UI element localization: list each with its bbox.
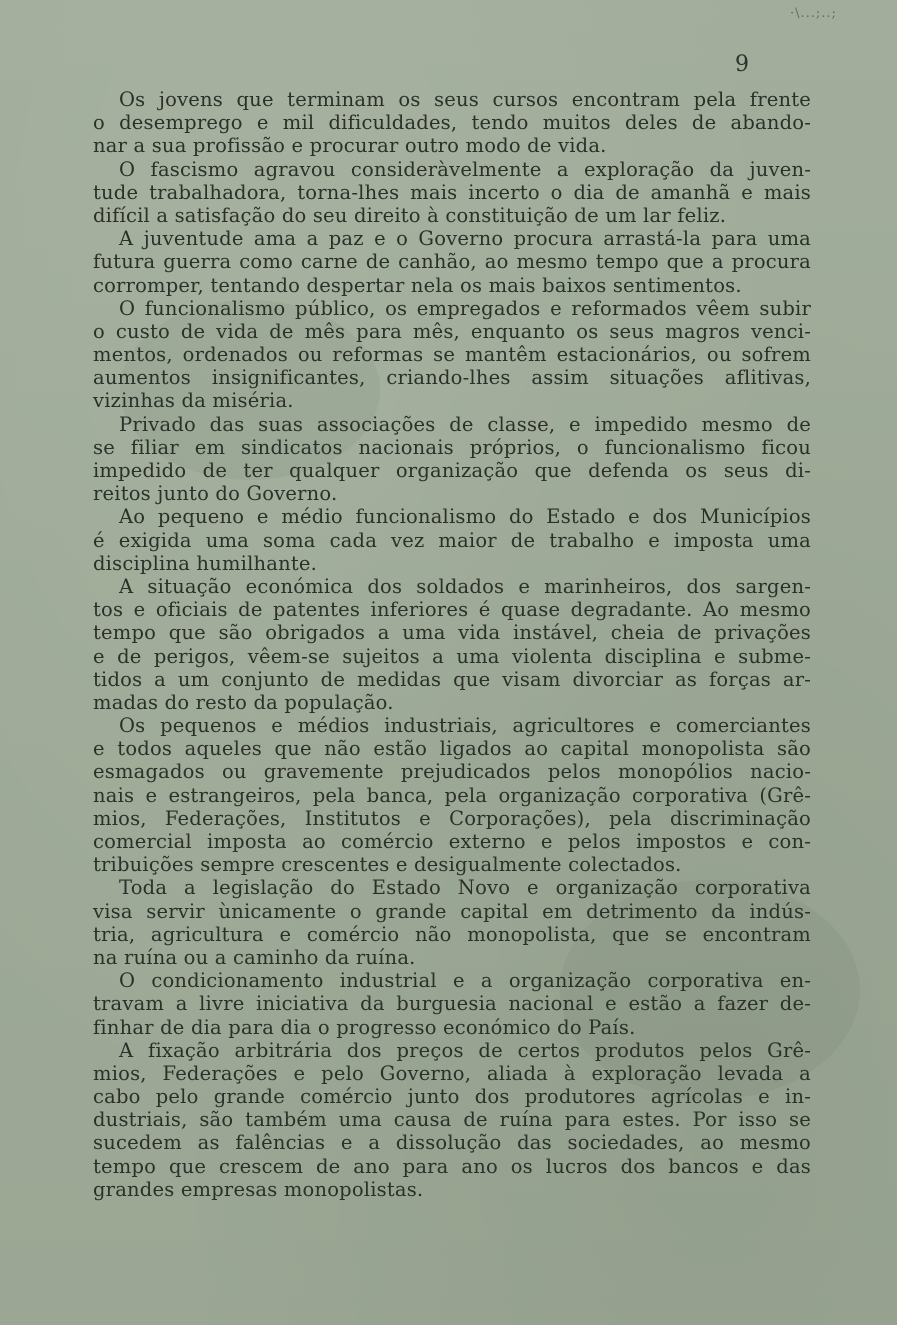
body-text xyxy=(93,88,811,1201)
text-line: cabo pelo grande comércio junto dos produtores agrícolas e in- xyxy=(93,1085,811,1109)
text-line: mios, Federações, Institutos e Corporações), pela discriminação xyxy=(93,806,811,830)
text-line: Os pequenos e médios industriais, agricultores e comerciantes xyxy=(119,714,811,738)
text-line: madas do resto da população. xyxy=(93,690,394,714)
text-line: A situação económica dos soldados e marinheiros, dos sargen- xyxy=(119,574,811,598)
text-line: travam a livre iniciativa da burguesia nacional e estão a fazer de- xyxy=(93,992,811,1016)
text-line: esmagados ou gravemente prejudicados pelos monopólios nacio- xyxy=(93,760,811,784)
text-line: na ruína ou a caminho da ruína. xyxy=(93,945,416,969)
text-line: A fixação arbitrária dos preços de certos produtos pelos Grê- xyxy=(119,1038,811,1062)
text-line: tempo que são obrigados a uma vida instável, cheia de privações xyxy=(93,621,811,645)
text-line: reitos junto do Governo. xyxy=(93,482,338,506)
text-line: se filiar em sindicatos nacionais próprios, o funcionalismo ficou xyxy=(93,435,811,459)
text-line: tos e oficiais de patentes inferiores é quase degradante. Ao mesmo xyxy=(93,598,811,622)
text-line: sucedem as falências e a dissolução das sociedades, ao mesmo xyxy=(93,1131,811,1155)
text-line: O funcionalismo público, os empregados e reformados vêem subir xyxy=(119,296,811,320)
text-line: grandes empresas monopolistas. xyxy=(93,1177,424,1201)
text-line: futura guerra como carne de canhão, ao mesmo tempo que a procura xyxy=(93,250,811,274)
text-line: o desemprego e mil dificuldades, tendo muitos deles de abando- xyxy=(93,111,811,135)
corner-mark: ·\...;..; xyxy=(790,6,837,21)
text-line: comercial imposta ao comércio externo e pelos impostos e con- xyxy=(93,830,811,853)
text-line: tribuições sempre crescentes e desigualmente colectados. xyxy=(93,853,682,877)
text-line: O condicionamento industrial e a organização corporativa en- xyxy=(119,969,811,993)
text-line: difícil a satisfação do seu direito à constituição de um lar feliz. xyxy=(93,203,727,227)
text-line: visa servir ùnicamente o grande capital em detrimento da indús- xyxy=(93,899,811,923)
text-line: tria, agricultura e comércio não monopolista, que se encontram xyxy=(93,922,811,946)
text-line: tidos a um conjunto de medidas que visam divorciar as forças ar- xyxy=(93,667,811,691)
text-line: Ao pequeno e médio funcionalismo do Estado e dos Municípios xyxy=(119,505,811,529)
text-line: corromper, tentando despertar nela os mais baixos sentimentos. xyxy=(93,273,742,297)
text-line: Os jovens que terminam os seus cursos encontram pela frente xyxy=(119,88,811,111)
page-number: 9 xyxy=(735,52,749,77)
text-line: Privado das suas associações de classe, e impedido mesmo de xyxy=(119,412,811,436)
text-line: tude trabalhadora, torna-lhes mais incerto o dia de amanhã e mais xyxy=(93,180,811,204)
text-line: dustriais, são também uma causa de ruína para estes. Por isso se xyxy=(93,1108,811,1132)
text-line: finhar de dia para dia o progresso económico do País. xyxy=(93,1015,636,1039)
text-line: aumentos insignificantes, criando-lhes assim situações aflitivas, xyxy=(93,366,811,390)
text-line: nais e estrangeiros, pela banca, pela organização corporativa (Grê- xyxy=(93,783,811,807)
text-line: tempo que crescem de ano para ano os lucros dos bancos e das xyxy=(93,1154,811,1178)
text-line: impedido de ter qualquer organização que defenda os seus di- xyxy=(93,459,811,482)
text-line: mentos, ordenados ou reformas se mantêm estacionários, ou sofrem xyxy=(93,343,811,367)
text-line: e de perigos, vêem-se sujeitos a uma violenta disciplina e subme- xyxy=(93,644,811,668)
text-line: vizinhas da miséria. xyxy=(93,389,294,413)
text-line: mios, Federações e pelo Governo, aliada à exploração levada a xyxy=(93,1061,811,1085)
text-line: O fascismo agravou consideràvelmente a exploração da juven- xyxy=(119,157,811,181)
text-line: nar a sua profissão e procurar outro modo de vida. xyxy=(93,134,607,158)
text-line: A juventude ama a paz e o Governo procura arrastá-la para uma xyxy=(119,227,811,251)
text-line: é exigida uma soma cada vez maior de trabalho e imposta uma xyxy=(93,528,811,552)
text-line: e todos aqueles que não estão ligados ao capital monopolista são xyxy=(93,737,811,761)
text-line: disciplina humilhante. xyxy=(93,551,318,575)
text-line: Toda a legislação do Estado Novo e organização corporativa xyxy=(119,876,811,900)
text-line: o custo de vida de mês para mês, enquanto os seus magros venci- xyxy=(93,319,811,343)
